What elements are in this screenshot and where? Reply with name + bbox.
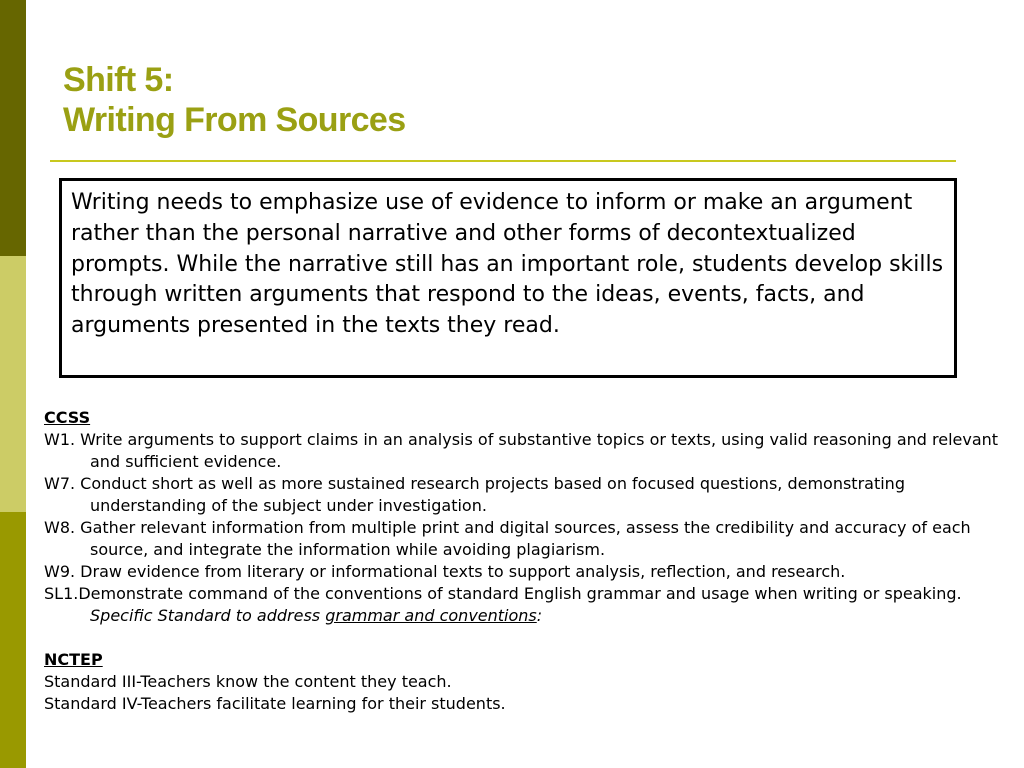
side-bar-bottom	[0, 512, 26, 768]
slide-title	[63, 60, 406, 140]
standard-w8: W8. Gather relevant information from multiple print and digital sources, assess the credibility and accuracy of each source, and integrate the information while avoiding plagiarism.	[44, 518, 971, 559]
nctep-standard-iv: Standard IV-Teachers facilitate learning for their students.	[44, 694, 506, 713]
nctep-heading: NCTEP	[44, 650, 103, 669]
standard-w1: W1. Write arguments to support claims in an analysis of substantive topics or texts, using valid reasoning and relevant and sufficient evidence.	[44, 430, 999, 471]
side-bar-middle	[0, 256, 26, 512]
nctep-standard-iii: Standard III-Teachers know the content they teach.	[44, 672, 452, 691]
title-divider	[50, 160, 956, 162]
grammar-conventions-link[interactable]: grammar and conventions	[325, 606, 537, 625]
title-line-1: Shift 5:	[63, 61, 174, 99]
standard-w7: W7. Conduct short as well as more sustained research projects based on focused questions, demonstrating understanding of the subject under investigation.	[44, 474, 905, 515]
sl1-text: SL1.Demonstrate command of the conventions of standard English grammar and usage when writing or speaking.	[44, 584, 962, 603]
side-bar-top	[0, 0, 26, 256]
sl1-italic-note: Specific Standard to address grammar and conventions:	[90, 606, 543, 625]
standard-sl1	[44, 583, 1004, 627]
ccss-heading: CCSS	[44, 408, 91, 427]
section-spacer	[44, 627, 1004, 649]
callout-text: Writing needs to emphasize use of evidence to inform or make an argument rather than the personal narrative and other forms of decontextualized prompts. While the narrative still has an important role, students develop skills through written arguments that respond to the ideas, events, facts, and arguments presented in the texts they read.	[71, 190, 944, 339]
callout-box	[59, 178, 957, 378]
standards-list	[44, 407, 1004, 715]
standard-w9: W9. Draw evidence from literary or informational texts to support analysis, reflection, and research.	[44, 562, 846, 581]
title-line-2: Writing From Sources	[63, 101, 406, 139]
